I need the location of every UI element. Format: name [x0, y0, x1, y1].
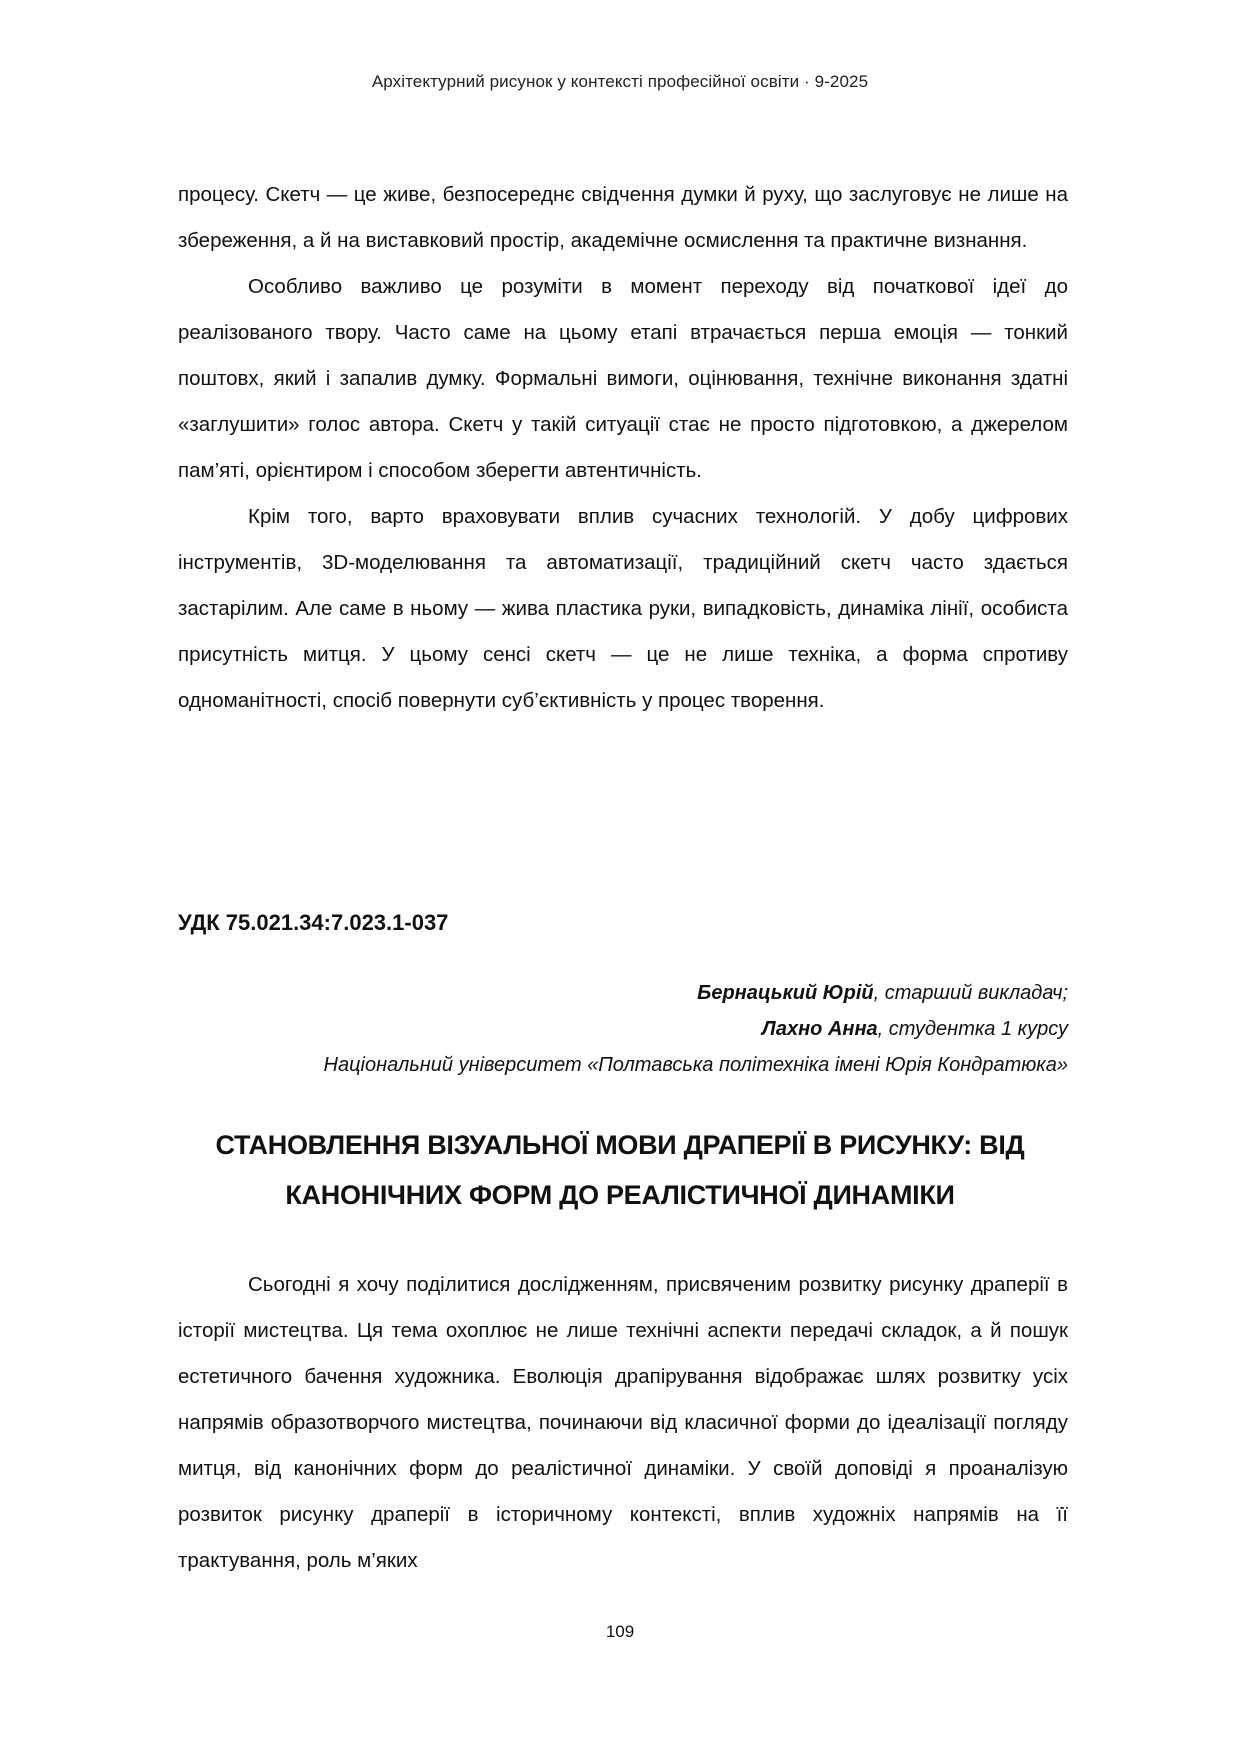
paragraph: Крім того, варто враховувати вплив сучасних технологій. У добу цифрових інструментів, 3D-моделювання та автоматизації, традиційний скетч часто здається застарілим. Але саме в ньому — жива пластика руки, випадковість, динаміка лінії, особиста присутність митця. У цьому сенсі скетч — це не лише техніка, а форма спротиву одноманітності, спосіб повернути суб’єктивність у процес творення. [178, 505, 1068, 712]
article-title [150, 1120, 1090, 1220]
author-block [168, 975, 1068, 1083]
article-title-line: СТАНОВЛЕННЯ ВІЗУАЛЬНОЇ МОВИ ДРАПЕРІЇ В РИСУНКУ: ВІД [215, 1130, 1025, 1160]
udc-code: УДК 75.021.34:7.023.1-037 [178, 910, 449, 935]
page-number: 109 [605, 1622, 635, 1641]
paragraph: Сьогодні я хочу поділитися дослідженням, присвяченим розвитку рисунку драперії в історії мистецтва. Ця тема охоплює не лише технічні аспекти передачі складок, а й пошук естетичного бачення художника. Еволюція драпірування відображає шлях розвитку усіх напрямів образотворчого мистецтва, починаючи від класичної форми до ідеалізації погляду митця, від канонічних форм до реалістичної динаміки. У своїй доповіді я проаналізую розвиток рисунку драперії в історичному контексті, вплив художніх напрямів на її трактування, роль м’яких [178, 1273, 1068, 1572]
paragraph: Особливо важливо це розуміти в момент переходу від початкової ідеї до реалізованого твору. Часто саме на цьому етапі втрачається перша емоція — тонкий поштовх, який і запалив думку. Формальні вимоги, оцінювання, технічне виконання здатні «заглушити» голос автора. Скетч у такій ситуації стає не просто підготовкою, а джерелом пам’яті, орієнтиром і способом зберегти автентичність. [178, 275, 1068, 482]
author-line [168, 1011, 1068, 1047]
author-role: , старший викладач; [873, 982, 1068, 1004]
article-title-line: КАНОНІЧНИХ ФОРМ ДО РЕАЛІСТИЧНОЇ ДИНАМІКИ [285, 1180, 955, 1210]
new-article-body [178, 1262, 1068, 1584]
running-header: Архітектурний рисунок у контексті професійної освіти · 9-2025 [371, 72, 869, 91]
affiliation: Національний університет «Полтавська політехніка імені Юрія Кондратюка» [323, 1054, 1068, 1076]
author-name: Бернацький Юрій [697, 982, 874, 1004]
author-name: Лахно Анна [761, 1018, 878, 1040]
author-role: , студентка 1 курсу [877, 1018, 1068, 1040]
paragraph: процесу. Скетч — це живе, безпосереднє свідчення думки й руху, що заслуговує не лише на збереження, а й на виставковий простір, академічне осмислення та практичне визнання. [178, 183, 1068, 252]
author-line [168, 975, 1068, 1011]
previous-article-body [178, 172, 1068, 724]
